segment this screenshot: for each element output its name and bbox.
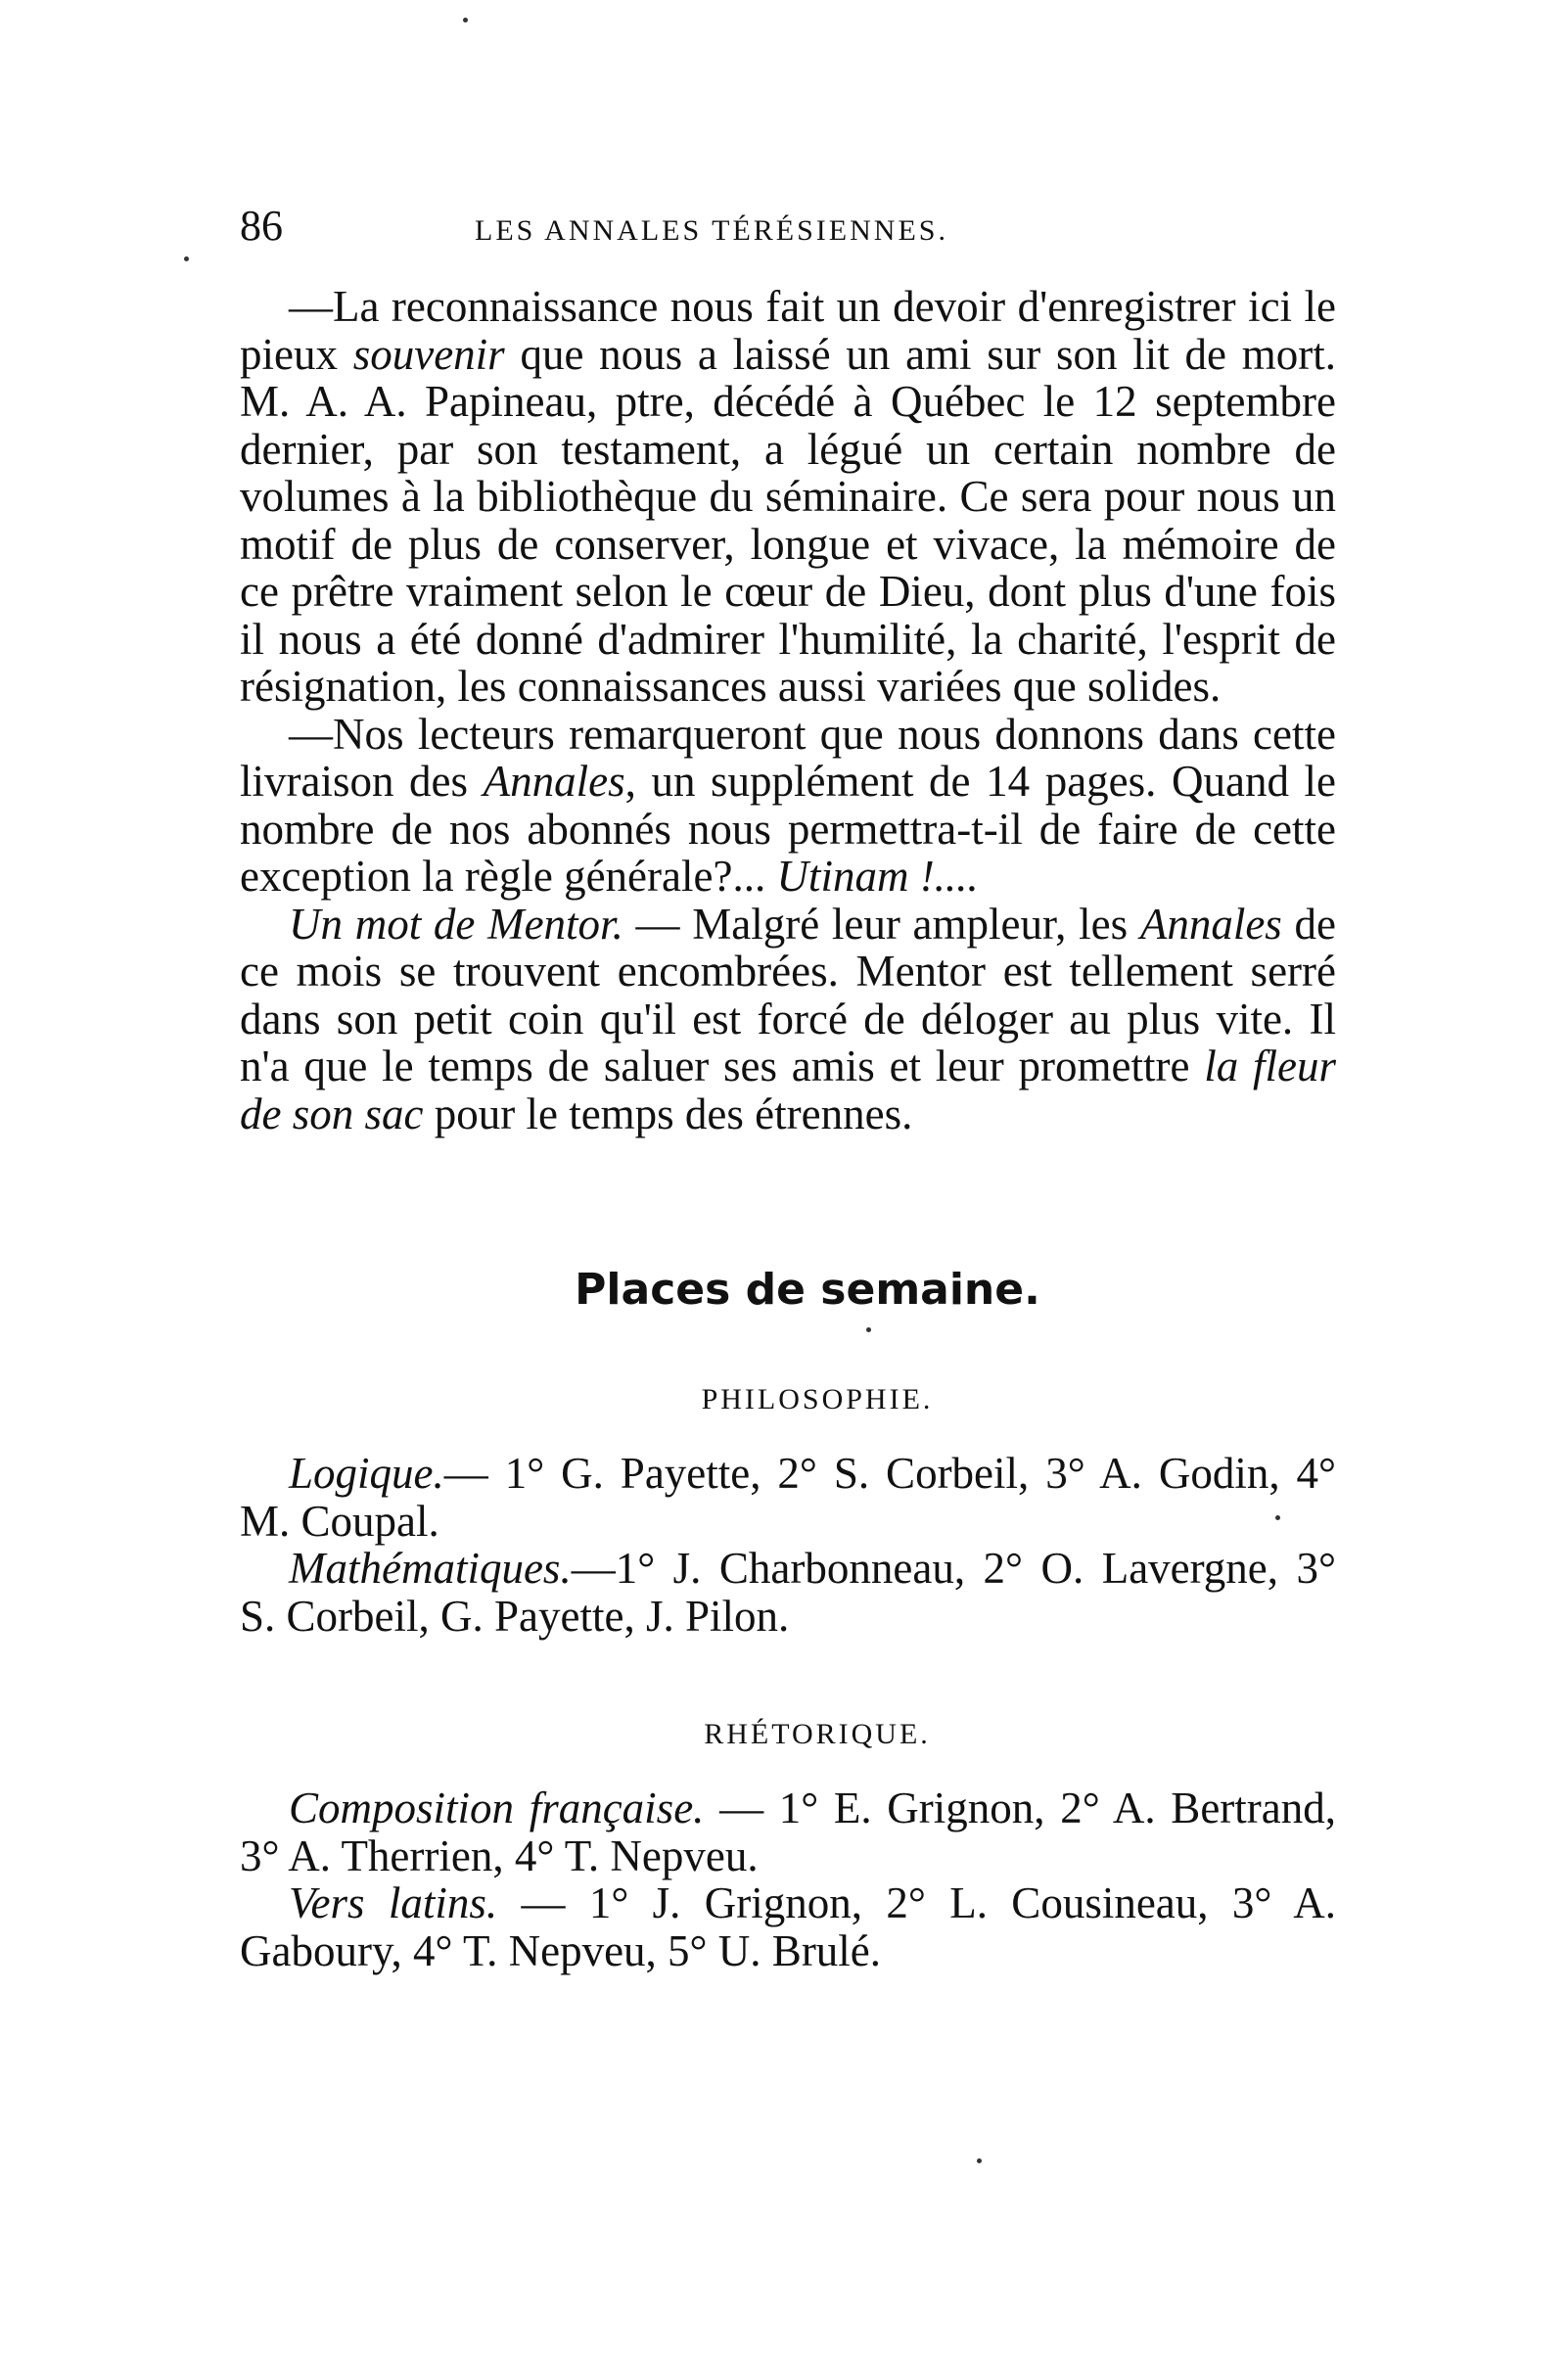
rhetorique-list (240, 1785, 1336, 1974)
section-title: Places de semaine. (575, 1265, 1040, 1315)
entry-text: — 1° E. Grignon, 2° A. Bertrand, 3° A. Therrien, 4° T. Nepveu. (240, 1784, 1336, 1880)
text-run: — Malgré leur ampleur, les (623, 899, 1140, 949)
entry-text: — 1° J. Grignon, 2° L. Cousineau, 3° A. Gaboury, 4° T. Nepveu, 5° U. Brulé. (240, 1878, 1336, 1975)
entry-label: Mathématiques. (289, 1544, 572, 1593)
text-run: —La reconnaissance nous fait un devoir d'enregistrer ici le pieux (240, 282, 1336, 379)
body-text (240, 283, 1336, 1137)
text-run: , un supplément de 14 pages. Quand le nombre de nos abonnés nous permettra-t-il de faire de cette exception la règle générale?... (240, 757, 1336, 901)
text-run: que nous a laissé un ami sur son lit de mort. M. A. A. Papineau, ptre, décédé à Québec le 12 septembre dernier, par son testament, a légué un certain nombre de volumes à la bibliothèque du séminaire. Ce sera pour nous un motif de plus de conserver, longue et vivace, la mémoire de ce prêtre vraiment selon le cœur de Dieu, dont plus d'une fois il nous a été donné d'admirer l'humilité, la charité, l'esprit de résignation, les connaissances aussi variées que solides. (240, 329, 1336, 711)
print-speck (977, 2158, 982, 2163)
entry-composition (240, 1785, 1336, 1879)
italic-run: souvenir (352, 329, 505, 379)
entry-label: Composition française. (289, 1784, 705, 1832)
subheading-philosophie: PHILOSOPHIE. (701, 1383, 934, 1415)
text-run: pour le temps des étrennes. (423, 1089, 913, 1138)
paragraph-mentor (240, 901, 1336, 1138)
italic-run: la fleur de son sac (240, 1042, 1336, 1138)
entry-mathematiques (240, 1545, 1336, 1640)
paragraph-papineau (240, 283, 1336, 711)
entry-vers-latins (240, 1879, 1336, 1974)
running-head (240, 201, 1336, 269)
text-run: de ce mois se trouvent encombrées. Mentor est tellement serré dans son petit coin qu'il est forcé de déloger au plus vite. Il n'a que le temps de saluer ses amis et leur promettre (240, 899, 1336, 1090)
print-speck (463, 18, 468, 23)
entry-text: —1° J. Charbonneau, 2° O. Lavergne, 3° S. Corbeil, G. Payette, J. Pilon. (240, 1544, 1336, 1641)
philosophie-list (240, 1450, 1336, 1640)
italic-run: Annales (1139, 899, 1282, 949)
page-number: 86 (240, 202, 283, 250)
paragraph-supplement (240, 711, 1336, 901)
entry-label: Logique. (289, 1449, 444, 1498)
italic-run: Annales (483, 757, 625, 806)
text-run: —Nos lecteurs remarqueront que nous donnons dans cette livraison des (240, 709, 1336, 806)
italic-run: Un mot de Mentor. (289, 899, 623, 949)
print-speck (184, 256, 189, 261)
entry-logique (240, 1450, 1336, 1545)
entry-label: Vers latins. (289, 1878, 498, 1927)
italic-run: Utinam !.... (776, 852, 979, 901)
running-title: LES ANNALES TÉRÉSIENNES. (475, 214, 948, 247)
book-page (240, 201, 1336, 1974)
subheading-rhetorique: RHÉTORIQUE. (704, 1718, 931, 1750)
entry-text: — 1° G. Payette, 2° S. Corbeil, 3° A. Godin, 4° M. Coupal. (240, 1449, 1336, 1546)
